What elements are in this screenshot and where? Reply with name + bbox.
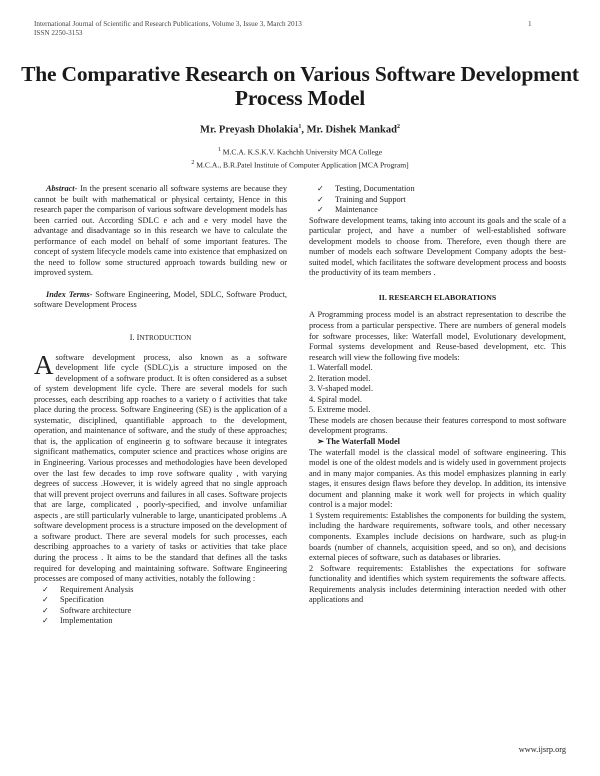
waterfall-heading: ➢ The Waterfall Model (317, 437, 400, 447)
software-requirements: 2 Software requirements: Establishes the expectations for software functionality and identifies which system requirements the software affects. Requirements analysis includes determining interaction needed with other applications and (309, 563, 566, 605)
authors (20, 124, 580, 136)
list-item: ✓ Requirement Analysis (34, 585, 287, 596)
author-2-sup: 2 (396, 124, 400, 130)
section-2-para-1: A Programming process model is an abstract representation to describe the process from a particular perspective. There are numbers of general models for software processes, like: Waterfall model, Evolutionary development, Formal systems development and Reuse-based development, etc. This research will view the following five models: (309, 310, 566, 362)
affiliation-1: $^1$ M.C.A. K.S.K.V. Kachchh University MCA College (217, 147, 383, 157)
index-terms-text: - Software Engineering, Model, SDLC, Software Product, software Development Process (34, 289, 287, 310)
intro-text: software development process, also known as a software development life cycle (SDLC),is a structure imposed on the development of a software product. It is often considered as a subset of system development life cycle. There are several models for such processes, each describing app roaches to a variety o f activities that take place during the process. Software Engineering (SE) is the application of a systematic, disciplined, quantifiable approach to the development, operation, and maintenance of software, and the study of these approaches; that is, the application of engineerin g to software because it integrates significant mathematics, computer science and practices whose origins are in Engineering. Various processes and methodologies have been developed over the last few decades to imp rove software quality , with varying degrees of success .However, it is widely agreed that no single approach that will prevent project overruns and failures in all cases. Software projects that are large, complicated , poorly-specified, and involve unfamiliar aspects , are still particularly vulnerable to large, unanticipated problems .A software development process is a structure imposed on the development of a software product. There are several models for such processes, each describing approaches to a variety of tasks or activities that take place during the process . It aims to be the standard that defines all the tasks required for developing and maintaining software. Software Engineering processes are composed of many activities, notably the following : (34, 352, 287, 584)
journal-name: International Journal of Scientific and Research Publications, Volume 3, Issue 3, March 2013 (34, 20, 302, 28)
list-item: ✓ Software architecture (34, 606, 287, 617)
paper-title: The Comparative Research on Various Software Development Process Model (21, 62, 579, 110)
affiliation-2: $^2$ M.C.A., B.R.Patel Institute of Computer Application [MCA Program] (191, 160, 409, 170)
index-terms-label: Index Terms (46, 289, 90, 299)
intro-heading: I. INTRODUCTION (129, 333, 192, 343)
index-terms (34, 290, 287, 311)
list-item: ✓ Testing, Documentation (309, 184, 566, 195)
author-1-sup: 1 (298, 124, 302, 130)
activities-list-left (34, 585, 287, 627)
right-column (309, 184, 566, 606)
abstract-text: In the present scenario all software systems are because they cannot be built with mathematical or physical certainty, Hence in this research paper the comparison of various software development models has been carried out. According SDLC e ach and e very model have the advantage and disadvantage so in this research we have to calculate the performance of each model on behalf of some important features. The concept of system lifecycle models came into existence that emphasized on the need to follow some structured approach towards building new or improved system. (34, 184, 287, 278)
affiliations (20, 145, 580, 171)
issn: ISSN 2250-3153 (34, 29, 83, 37)
list-item: 2. Iteration model. (309, 373, 371, 383)
list-item: 4. Spiral model. (309, 394, 363, 404)
list-item: 1. Waterfall model. (309, 363, 373, 373)
author-separator: , (301, 124, 307, 136)
abstract (34, 184, 287, 279)
section-2-para-2: These models are chosen because their features correspond to most software development programs. (309, 415, 566, 436)
arrow-bullet-icon: ➢ (317, 437, 324, 447)
list-item: 3. V-shaped model. (309, 384, 374, 394)
page-number: 1 (528, 20, 532, 28)
author-1: Mr. Preyash Dholakia (200, 124, 299, 136)
intro-body (34, 349, 287, 585)
running-header (34, 20, 302, 38)
list-item: ✓ Maintenance (309, 205, 566, 216)
activities-list-right (309, 184, 566, 216)
list-item: ✓ Specification (34, 595, 287, 606)
drop-cap: A (34, 349, 54, 380)
left-column (34, 184, 287, 627)
author-2: Mr. Dishek Mankad (306, 124, 397, 136)
models-list (309, 363, 566, 416)
list-item: ✓ Training and Support (309, 195, 566, 206)
section-2-heading: II. RESEARCH ELABORATIONS (378, 292, 497, 302)
list-item: 5. Extreme model. (309, 405, 371, 415)
abstract-label: Abstract- (46, 184, 78, 193)
footer-url: www.ijsrp.org (518, 745, 566, 754)
list-item: ✓ Implementation (34, 616, 287, 627)
right-paragraph-1: Software development teams, taking into account its goals and the scale of a particular project, and have a number of well-established software development models to choose from. Therefore, even though there are number of models each software Development Company adopts the best-suited model, which facilitates the software development process and boosts the productivity of its team members . (309, 215, 566, 278)
system-requirements: 1 System requirements: Establishes the components for building the system, including the hardware requirements, software tools, and other necessary components. Examples include decisions on hardware, such as plug-in boards (number of channels, acquisition speed, and so on), and decisions external pieces of software, such as databases or libraries. (309, 510, 566, 563)
waterfall-paragraph: The waterfall model is the classical model of software engineering. This model is one of the oldest models and is widely used in government projects and in many major companies. As this model emphasizes planning in early stages, it ensures design flaws before they develop. In addition, its intensive document and planning make it work well for projects in which quality control is a major model: (309, 447, 566, 510)
